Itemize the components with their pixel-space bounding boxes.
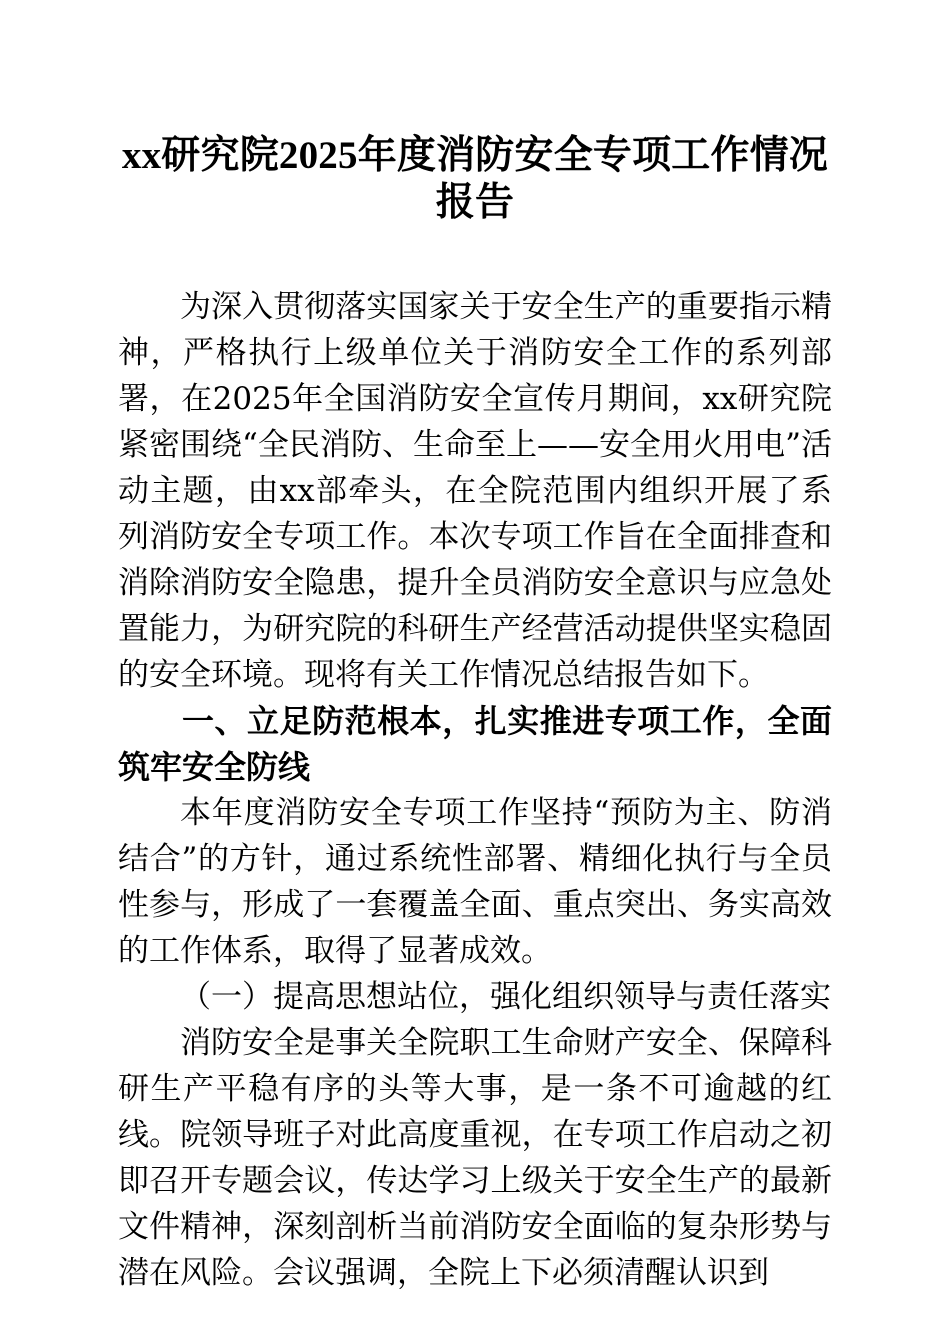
subsection-one-1-paragraph: 消防安全是事关全院职工生命财产安全、保障科研生产平稳有序的头等大事，是一条不可逾越的红线。院领导班子对此高度重视，在专项工作启动之初即召开专题会议，传达学习上级关于安全生产的最新文件精神，深刻剖析当前消防安全面临的复杂形势与潜在风险。会议强调，全院上下必须清醒认识到 xyxy=(118,1025,832,1291)
page-title: xx研究院2025年度消防安全专项工作情况报告 xyxy=(121,134,829,224)
section-heading-one: 一、立足防范根本，扎实推进专项工作，全面筑牢安全防线 xyxy=(118,703,832,785)
title-spacer xyxy=(118,226,832,284)
subsection-heading-one-1: （一）提高思想站位，强化组织领导与责任落实 xyxy=(180,979,831,1015)
document-body xyxy=(118,0,832,1296)
intro-paragraph: 为深入贯彻落实国家关于安全生产的重要指示精神，严格执行上级单位关于消防安全工作的系列部署，在2025年全国消防安全宣传月期间，xx研究院紧密围绕“全民消防、生命至上——安全用火用电”活动主题，由xx部牵头，在全院范围内组织开展了系列消防安全专项工作。本次专项工作旨在全面排查和消除消防安全隐患，提升全员消防安全意识与应急处置能力，为研究院的科研生产经营活动提供坚实稳固的安全环境。现将有关工作情况总结报告如下。 xyxy=(118,289,832,693)
section-one-paragraph: 本年度消防安全专项工作坚持“预防为主、防消结合”的方针，通过系统性部署、精细化执行与全员性参与，形成了一套覆盖全面、重点突出、务实高效的工作体系，取得了显著成效。 xyxy=(118,795,832,969)
